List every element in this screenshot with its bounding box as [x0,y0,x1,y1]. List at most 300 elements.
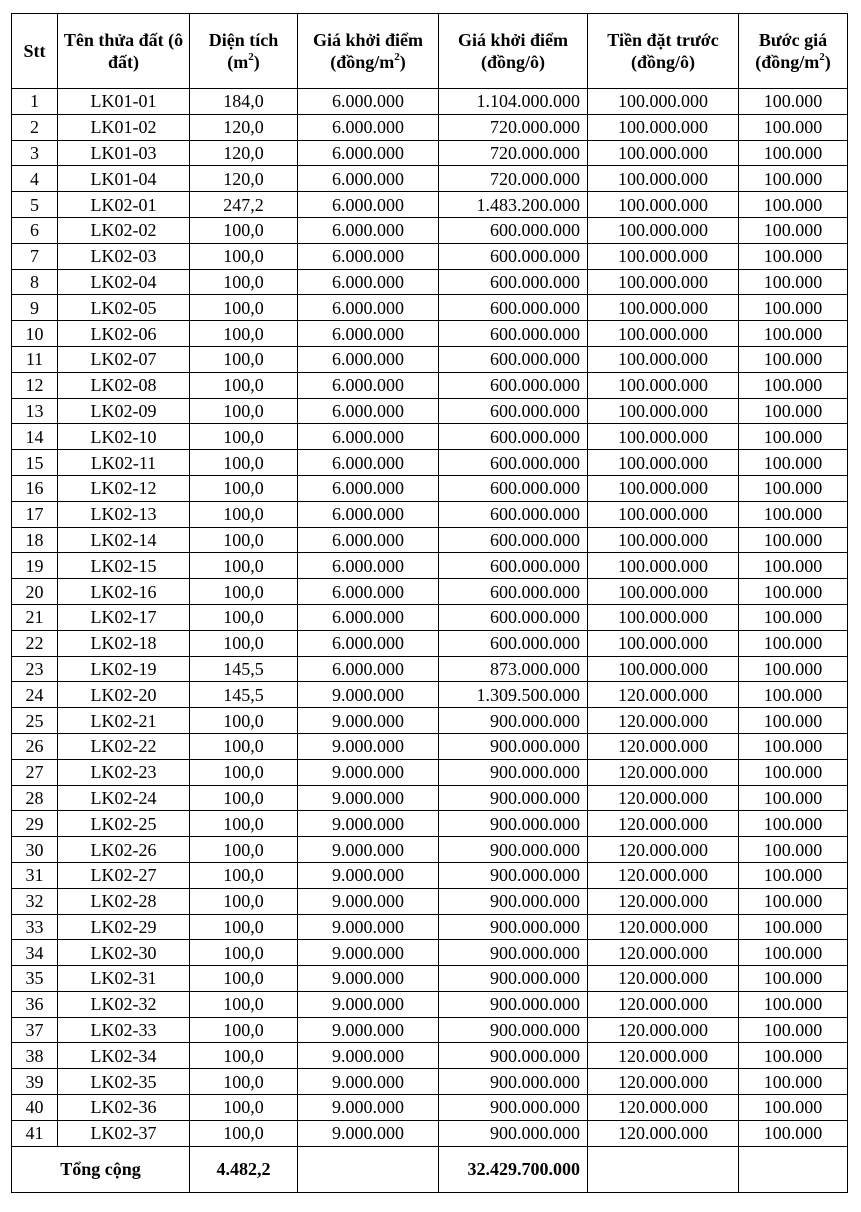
cell-area: 100,0 [190,811,298,837]
cell-price-step: 100.000 [739,785,848,811]
table-row [12,398,848,424]
cell-deposit: 120.000.000 [588,888,739,914]
cell-deposit: 120.000.000 [588,682,739,708]
cell-price-step: 100.000 [739,837,848,863]
cell-price-per-m2: 6.000.000 [298,604,439,630]
cell-price-per-lot: 600.000.000 [439,527,588,553]
cell-price-per-lot: 900.000.000 [439,966,588,992]
cell-lot-name: LK01-01 [58,89,190,115]
cell-lot-name: LK02-01 [58,192,190,218]
cell-stt: 32 [12,888,58,914]
cell-lot-name: LK02-19 [58,656,190,682]
cell-price-per-lot: 900.000.000 [439,888,588,914]
cell-price-per-lot: 1.309.500.000 [439,682,588,708]
cell-stt: 23 [12,656,58,682]
header-price-per-m2 [298,14,439,89]
cell-lot-name: LK02-13 [58,501,190,527]
cell-price-step: 100.000 [739,398,848,424]
cell-price-per-m2: 6.000.000 [298,475,439,501]
cell-stt: 22 [12,630,58,656]
table-row [12,630,848,656]
header-step-unit-end: ) [824,52,831,72]
total-label: Tổng cộng [12,1146,190,1192]
header-price-m2-label: Giá khởi điểm [313,30,423,50]
cell-area: 100,0 [190,372,298,398]
cell-price-per-lot: 600.000.000 [439,424,588,450]
total-empty-deposit [588,1146,739,1192]
auction-price-table [11,13,848,1193]
table-row [12,346,848,372]
cell-deposit: 100.000.000 [588,243,739,269]
table-row [12,991,848,1017]
cell-lot-name: LK02-06 [58,321,190,347]
cell-price-per-lot: 900.000.000 [439,811,588,837]
cell-area: 100,0 [190,630,298,656]
table-row [12,269,848,295]
cell-price-step: 100.000 [739,269,848,295]
cell-price-per-m2: 6.000.000 [298,243,439,269]
cell-area: 100,0 [190,991,298,1017]
cell-stt: 21 [12,604,58,630]
cell-price-step: 100.000 [739,346,848,372]
cell-lot-name: LK02-09 [58,398,190,424]
cell-lot-name: LK02-12 [58,475,190,501]
cell-price-per-lot: 600.000.000 [439,295,588,321]
table-row [12,166,848,192]
cell-area: 100,0 [190,553,298,579]
header-price-step [739,14,848,89]
cell-price-per-m2: 9.000.000 [298,811,439,837]
cell-price-step: 100.000 [739,1120,848,1146]
cell-price-per-m2: 6.000.000 [298,450,439,476]
cell-price-per-m2: 9.000.000 [298,966,439,992]
cell-price-step: 100.000 [739,475,848,501]
cell-lot-name: LK02-04 [58,269,190,295]
table-row [12,475,848,501]
cell-price-step: 100.000 [739,166,848,192]
cell-deposit: 100.000.000 [588,166,739,192]
cell-price-step: 100.000 [739,862,848,888]
cell-price-step: 100.000 [739,1017,848,1043]
cell-price-per-m2: 6.000.000 [298,630,439,656]
table-row [12,372,848,398]
cell-price-per-lot: 900.000.000 [439,1095,588,1121]
cell-price-step: 100.000 [739,579,848,605]
cell-deposit: 100.000.000 [588,346,739,372]
cell-stt: 18 [12,527,58,553]
cell-price-per-m2: 6.000.000 [298,166,439,192]
header-area-unit: (m [227,52,249,72]
cell-area: 120,0 [190,166,298,192]
cell-area: 100,0 [190,1120,298,1146]
cell-price-per-lot: 900.000.000 [439,708,588,734]
cell-area: 100,0 [190,759,298,785]
cell-lot-name: LK02-08 [58,372,190,398]
total-empty-price-m2 [298,1146,439,1192]
cell-price-per-lot: 600.000.000 [439,450,588,476]
cell-price-per-lot: 600.000.000 [439,604,588,630]
cell-stt: 5 [12,192,58,218]
cell-deposit: 120.000.000 [588,862,739,888]
cell-deposit: 100.000.000 [588,192,739,218]
cell-area: 100,0 [190,708,298,734]
cell-area: 100,0 [190,1069,298,1095]
cell-deposit: 120.000.000 [588,759,739,785]
cell-lot-name: LK01-04 [58,166,190,192]
cell-area: 100,0 [190,346,298,372]
cell-stt: 38 [12,1043,58,1069]
cell-price-per-m2: 9.000.000 [298,862,439,888]
cell-price-step: 100.000 [739,140,848,166]
cell-lot-name: LK02-32 [58,991,190,1017]
cell-deposit: 120.000.000 [588,1017,739,1043]
cell-price-per-lot: 900.000.000 [439,733,588,759]
cell-price-step: 100.000 [739,888,848,914]
table-row [12,759,848,785]
cell-price-per-lot: 600.000.000 [439,346,588,372]
header-area-label: Diện tích [208,30,279,50]
cell-price-per-lot: 600.000.000 [439,501,588,527]
cell-stt: 3 [12,140,58,166]
cell-price-step: 100.000 [739,114,848,140]
cell-lot-name: LK02-22 [58,733,190,759]
table-row [12,192,848,218]
cell-deposit: 100.000.000 [588,501,739,527]
table-row [12,1120,848,1146]
cell-price-step: 100.000 [739,450,848,476]
cell-price-per-lot: 900.000.000 [439,1043,588,1069]
cell-area: 100,0 [190,604,298,630]
table-row [12,321,848,347]
cell-deposit: 100.000.000 [588,140,739,166]
cell-price-per-m2: 9.000.000 [298,733,439,759]
cell-lot-name: LK02-28 [58,888,190,914]
cell-deposit: 120.000.000 [588,785,739,811]
total-price-lot: 32.429.700.000 [439,1146,588,1192]
cell-stt: 20 [12,579,58,605]
cell-stt: 12 [12,372,58,398]
cell-price-per-m2: 6.000.000 [298,372,439,398]
table-row [12,708,848,734]
cell-lot-name: LK02-05 [58,295,190,321]
cell-price-step: 100.000 [739,527,848,553]
cell-price-per-lot: 900.000.000 [439,940,588,966]
cell-area: 100,0 [190,450,298,476]
cell-area: 100,0 [190,1043,298,1069]
cell-price-per-m2: 9.000.000 [298,1069,439,1095]
cell-price-per-lot: 1.483.200.000 [439,192,588,218]
cell-deposit: 120.000.000 [588,966,739,992]
cell-lot-name: LK02-34 [58,1043,190,1069]
cell-deposit: 100.000.000 [588,656,739,682]
cell-price-per-lot: 900.000.000 [439,1017,588,1043]
table-row [12,527,848,553]
cell-price-step: 100.000 [739,1043,848,1069]
cell-price-per-m2: 6.000.000 [298,217,439,243]
cell-lot-name: LK02-18 [58,630,190,656]
cell-price-per-lot: 900.000.000 [439,785,588,811]
cell-price-per-lot: 900.000.000 [439,862,588,888]
table-row [12,914,848,940]
cell-price-per-m2: 6.000.000 [298,346,439,372]
cell-area: 100,0 [190,966,298,992]
cell-price-step: 100.000 [739,553,848,579]
table-row [12,656,848,682]
header-area-unit-sup: 2 [248,51,254,63]
cell-stt: 31 [12,862,58,888]
cell-stt: 14 [12,424,58,450]
header-step-unit: (đồng/m [755,52,820,72]
table-row [12,1043,848,1069]
table-row [12,682,848,708]
cell-price-per-lot: 600.000.000 [439,579,588,605]
cell-lot-name: LK02-35 [58,1069,190,1095]
cell-lot-name: LK02-07 [58,346,190,372]
cell-deposit: 100.000.000 [588,475,739,501]
table-row [12,811,848,837]
cell-deposit: 120.000.000 [588,1095,739,1121]
cell-price-per-lot: 600.000.000 [439,372,588,398]
cell-price-per-lot: 873.000.000 [439,656,588,682]
cell-lot-name: LK02-02 [58,217,190,243]
cell-stt: 1 [12,89,58,115]
cell-price-per-m2: 9.000.000 [298,914,439,940]
cell-price-per-m2: 6.000.000 [298,89,439,115]
cell-price-per-m2: 9.000.000 [298,1043,439,1069]
cell-deposit: 100.000.000 [588,398,739,424]
header-step-unit-sup: 2 [819,51,825,63]
cell-stt: 16 [12,475,58,501]
cell-price-step: 100.000 [739,966,848,992]
cell-deposit: 100.000.000 [588,424,739,450]
cell-area: 100,0 [190,914,298,940]
cell-lot-name: LK02-29 [58,914,190,940]
table-row [12,450,848,476]
cell-price-per-m2: 6.000.000 [298,527,439,553]
cell-price-per-m2: 6.000.000 [298,321,439,347]
cell-price-per-lot: 900.000.000 [439,759,588,785]
total-empty-step [739,1146,848,1192]
table-row [12,579,848,605]
cell-deposit: 100.000.000 [588,579,739,605]
cell-area: 100,0 [190,837,298,863]
cell-price-step: 100.000 [739,940,848,966]
cell-deposit: 100.000.000 [588,372,739,398]
cell-deposit: 100.000.000 [588,630,739,656]
cell-lot-name: LK02-33 [58,1017,190,1043]
cell-price-per-lot: 720.000.000 [439,114,588,140]
cell-deposit: 100.000.000 [588,295,739,321]
cell-area: 145,5 [190,656,298,682]
table-row [12,217,848,243]
cell-lot-name: LK02-10 [58,424,190,450]
cell-deposit: 120.000.000 [588,991,739,1017]
cell-area: 120,0 [190,140,298,166]
table-row [12,604,848,630]
table-row [12,243,848,269]
cell-price-per-lot: 720.000.000 [439,166,588,192]
cell-lot-name: LK02-03 [58,243,190,269]
cell-lot-name: LK02-26 [58,837,190,863]
table-row [12,940,848,966]
cell-price-per-m2: 9.000.000 [298,1017,439,1043]
cell-stt: 36 [12,991,58,1017]
cell-stt: 11 [12,346,58,372]
cell-price-step: 100.000 [739,682,848,708]
header-deposit: Tiền đặt trước (đồng/ô) [588,14,739,89]
cell-price-per-m2: 6.000.000 [298,295,439,321]
cell-area: 100,0 [190,1017,298,1043]
cell-stt: 29 [12,811,58,837]
table-row [12,424,848,450]
table-body [12,89,848,1147]
cell-area: 100,0 [190,295,298,321]
cell-price-per-m2: 6.000.000 [298,269,439,295]
cell-deposit: 100.000.000 [588,604,739,630]
cell-stt: 37 [12,1017,58,1043]
cell-price-per-lot: 900.000.000 [439,1069,588,1095]
cell-deposit: 100.000.000 [588,89,739,115]
cell-area: 247,2 [190,192,298,218]
table-row [12,501,848,527]
cell-area: 100,0 [190,424,298,450]
cell-price-per-m2: 9.000.000 [298,1095,439,1121]
cell-price-per-lot: 720.000.000 [439,140,588,166]
cell-stt: 19 [12,553,58,579]
cell-deposit: 100.000.000 [588,114,739,140]
cell-stt: 33 [12,914,58,940]
cell-area: 184,0 [190,89,298,115]
cell-lot-name: LK01-02 [58,114,190,140]
table-row [12,89,848,115]
cell-lot-name: LK02-25 [58,811,190,837]
cell-price-per-m2: 6.000.000 [298,501,439,527]
cell-price-per-m2: 9.000.000 [298,785,439,811]
cell-area: 100,0 [190,527,298,553]
cell-stt: 27 [12,759,58,785]
cell-lot-name: LK02-14 [58,527,190,553]
table-row [12,888,848,914]
header-lot-name: Tên thửa đất (ô đất) [58,14,190,89]
cell-lot-name: LK02-36 [58,1095,190,1121]
cell-area: 100,0 [190,217,298,243]
cell-price-step: 100.000 [739,372,848,398]
cell-stt: 35 [12,966,58,992]
cell-area: 100,0 [190,862,298,888]
header-area-unit-end: ) [253,52,260,72]
cell-deposit: 120.000.000 [588,1069,739,1095]
cell-area: 100,0 [190,579,298,605]
cell-stt: 26 [12,733,58,759]
cell-area: 100,0 [190,785,298,811]
cell-area: 100,0 [190,475,298,501]
header-price-per-lot: Giá khởi điểm (đồng/ô) [439,14,588,89]
cell-lot-name: LK02-20 [58,682,190,708]
cell-lot-name: LK02-24 [58,785,190,811]
cell-price-per-m2: 9.000.000 [298,759,439,785]
cell-price-step: 100.000 [739,630,848,656]
cell-deposit: 120.000.000 [588,1043,739,1069]
table-row [12,733,848,759]
cell-lot-name: LK02-27 [58,862,190,888]
cell-stt: 40 [12,1095,58,1121]
cell-price-per-lot: 900.000.000 [439,914,588,940]
cell-area: 100,0 [190,1095,298,1121]
cell-deposit: 100.000.000 [588,217,739,243]
cell-deposit: 120.000.000 [588,733,739,759]
cell-lot-name: LK01-03 [58,140,190,166]
cell-price-step: 100.000 [739,708,848,734]
cell-price-per-lot: 600.000.000 [439,217,588,243]
cell-stt: 30 [12,837,58,863]
cell-price-per-m2: 6.000.000 [298,553,439,579]
cell-price-per-lot: 600.000.000 [439,398,588,424]
cell-price-step: 100.000 [739,1069,848,1095]
table-row [12,785,848,811]
cell-price-step: 100.000 [739,295,848,321]
cell-deposit: 100.000.000 [588,269,739,295]
cell-area: 145,5 [190,682,298,708]
header-price-m2-unit-sup: 2 [394,51,400,63]
cell-area: 100,0 [190,321,298,347]
cell-deposit: 100.000.000 [588,321,739,347]
cell-lot-name: LK02-16 [58,579,190,605]
cell-price-per-lot: 600.000.000 [439,475,588,501]
cell-lot-name: LK02-15 [58,553,190,579]
table-row [12,1069,848,1095]
cell-price-per-m2: 9.000.000 [298,888,439,914]
cell-deposit: 120.000.000 [588,837,739,863]
header-price-m2-unit: (đồng/m [330,52,395,72]
cell-deposit: 120.000.000 [588,811,739,837]
cell-lot-name: LK02-21 [58,708,190,734]
cell-price-per-lot: 600.000.000 [439,243,588,269]
cell-price-per-lot: 600.000.000 [439,553,588,579]
cell-price-per-m2: 9.000.000 [298,682,439,708]
cell-area: 100,0 [190,733,298,759]
table-row [12,862,848,888]
cell-area: 100,0 [190,398,298,424]
cell-price-step: 100.000 [739,914,848,940]
cell-price-per-m2: 6.000.000 [298,579,439,605]
cell-stt: 6 [12,217,58,243]
cell-price-per-m2: 9.000.000 [298,991,439,1017]
total-area: 4.482,2 [190,1146,298,1192]
cell-area: 100,0 [190,940,298,966]
cell-lot-name: LK02-37 [58,1120,190,1146]
header-stt: Stt [12,14,58,89]
cell-price-per-m2: 9.000.000 [298,708,439,734]
cell-stt: 17 [12,501,58,527]
header-row [12,14,848,89]
cell-area: 100,0 [190,501,298,527]
cell-price-per-lot: 900.000.000 [439,991,588,1017]
cell-deposit: 120.000.000 [588,914,739,940]
cell-area: 100,0 [190,269,298,295]
cell-stt: 25 [12,708,58,734]
cell-price-step: 100.000 [739,321,848,347]
cell-price-per-m2: 6.000.000 [298,140,439,166]
cell-stt: 2 [12,114,58,140]
cell-price-per-lot: 1.104.000.000 [439,89,588,115]
table-row [12,837,848,863]
cell-stt: 13 [12,398,58,424]
cell-price-step: 100.000 [739,604,848,630]
table-row [12,1017,848,1043]
cell-price-per-lot: 900.000.000 [439,837,588,863]
cell-price-per-m2: 6.000.000 [298,656,439,682]
table-row [12,1095,848,1121]
